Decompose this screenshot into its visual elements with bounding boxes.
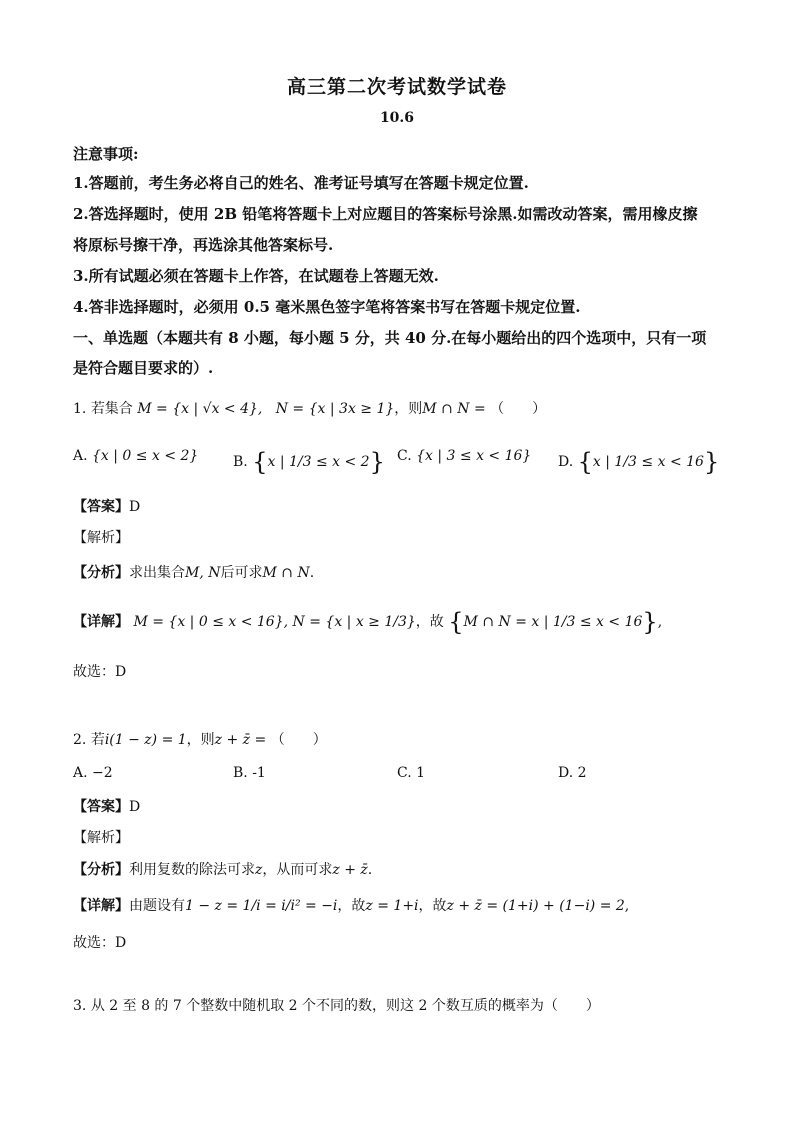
q1-then: ，则	[394, 401, 423, 417]
q2-detail-so: ，故	[337, 898, 366, 914]
q2-answer-label: 【答案】	[73, 799, 129, 815]
notice-item-1: 1.答题前，考生务必将自己的姓名、准考证号填写在答题卡规定位置.	[73, 174, 529, 192]
q2-detail-so2: ，故	[418, 898, 447, 914]
q2-then: ，则	[186, 732, 215, 748]
q2-detail-label: 【详解】	[73, 898, 129, 914]
q1-option-d	[558, 448, 719, 476]
q2-fenxi-pre: 利用复数的除法可求	[129, 862, 255, 878]
q1-M-def: M = {x | √x < 4},	[137, 401, 263, 417]
q2-fenxi: 【分析】利用复数的除法可求z，从而可求z + z̄.	[73, 862, 373, 878]
q2-detail-z: z = 1+i	[365, 898, 419, 914]
q1-fenxi-post: 后可求	[220, 565, 263, 581]
page-title: 高三第二次考试数学试卷	[286, 76, 507, 98]
q2-asks: z + z̄ =	[214, 732, 267, 748]
q1-asks: M ∩ N =	[422, 401, 486, 417]
notice-item-4: 4.答非选择题时，必须用 0.5 毫米黑色签字笔将答案书写在答题卡规定位置.	[73, 298, 581, 316]
q1-choose-label: 故选：	[73, 664, 115, 680]
q2-detail-eq: 1 − z = 1/i = i/i² = −i	[185, 898, 338, 914]
q3-stem	[73, 995, 600, 1015]
q1-option-d-value: {x | 1/3 ≤ x < 16}	[577, 448, 720, 476]
q2-choose	[73, 932, 126, 952]
q1-option-c	[397, 448, 531, 464]
q1-fenxi-sets: M, N	[185, 565, 221, 581]
q1-option-b	[233, 448, 385, 476]
q1-option-a-value: {x | 0 ≤ x < 2}	[92, 448, 199, 464]
q2-analysis-label: 【解析】	[73, 830, 129, 846]
q2-fenxi-z: z	[255, 862, 263, 878]
q1-detail-so: ，故	[415, 614, 444, 630]
q1-option-c-label: C.	[397, 448, 412, 464]
q1-choose	[73, 661, 126, 681]
q1-stem	[73, 398, 546, 418]
q1-detail-M: M = {x | 0 ≤ x < 16},	[133, 614, 289, 630]
q2-option-a-value: −2	[92, 765, 113, 781]
q2-option-c-value: 1	[416, 765, 426, 781]
q2-paren: （ ）	[270, 732, 327, 748]
q1-option-a	[73, 448, 198, 464]
q1-option-d-label: D.	[558, 454, 574, 470]
q2-stem	[73, 729, 327, 749]
q1-option-b-text: x | 1/3 ≤ x < 2	[267, 454, 370, 470]
q2-choose-value: D	[115, 935, 127, 951]
q1-option-c-value: {x | 3 ≤ x < 16}	[416, 448, 532, 464]
q2-fenxi-label: 【分析】	[73, 862, 129, 878]
q2-fenxi-mid: ，从而可求	[262, 862, 333, 878]
q1-fenxi: 【分析】求出集合M, N后可求M ∩ N.	[73, 565, 315, 581]
q1-option-a-label: A.	[73, 448, 88, 464]
q2-option-a-label: A.	[73, 765, 88, 781]
q1-answer-label: 【答案】	[73, 499, 129, 515]
q2-text: 若	[90, 732, 105, 748]
notice-item-2-cont: 将原标号擦干净，再选涂其他答案标号.	[73, 236, 334, 254]
q1-option-b-label: B.	[233, 454, 248, 470]
notice-heading: 注意事项:	[73, 145, 139, 163]
q2-condition: i(1 − z) = 1	[104, 732, 187, 748]
q2-option-c	[397, 765, 425, 781]
q2-option-a	[73, 765, 113, 781]
q1-option-b-value: {x | 1/3 ≤ x < 2}	[252, 448, 385, 476]
q1-fenxi-label: 【分析】	[73, 565, 129, 581]
q2-answer	[73, 796, 140, 816]
q2-option-b-label: B.	[233, 765, 248, 781]
section-heading-line1: 一、单选题（本题共有 8 小题，每小题 5 分，共 40 分.在每小题给出的四个选项中，只有一项	[73, 329, 707, 347]
q2-detail-pre: 由题设有	[129, 898, 185, 914]
q2-detail: 【详解】由题设有1 − z = 1/i = i/i² = −i，故z = 1+i，故z + z̄ = (1+i) + (1−i) = 2,	[73, 898, 630, 914]
q1-detail: 【详解】 M = {x | 0 ≤ x < 16}, N = {x | x ≥ 1/3}，故 {M ∩ N = x | 1/3 ≤ x < 16},	[73, 608, 663, 636]
q1-answer-value: D	[129, 499, 141, 515]
q1-detail-label: 【详解】	[73, 614, 129, 630]
q1-detail-result: {M ∩ N = x | 1/3 ≤ x < 16}	[448, 608, 658, 636]
q1-detail-N: N = {x | x ≥ 1/3}	[292, 614, 416, 630]
q1-option-d-text: x | 1/3 ≤ x < 16	[592, 454, 704, 470]
q1-number: 1.	[73, 401, 87, 417]
q1-choose-value: D	[115, 664, 127, 680]
q2-option-d-value: 2	[577, 765, 587, 781]
q1-N-def: N = {x | 3x ≥ 1}	[275, 401, 395, 417]
q2-choose-label: 故选：	[73, 935, 115, 951]
q2-number: 2.	[73, 732, 87, 748]
q3-text: 从 2 至 8 的 7 个整数中随机取 2 个不同的数，则这 2 个数互质的概率为（ ）	[90, 998, 600, 1014]
section-heading-line2: 是符合题目要求的）.	[73, 359, 214, 377]
q1-fenxi-pre: 求出集合	[129, 565, 185, 581]
notice-item-2: 2.答选择题时，使用 2B 铅笔将答题卡上对应题目的答案标号涂黑.如需改动答案，需用橡皮擦	[73, 205, 698, 223]
q3-number: 3.	[73, 998, 87, 1014]
q1-text: 若集合	[90, 401, 133, 417]
q2-option-b-value: -1	[252, 765, 266, 781]
q1-detail-result-text: M ∩ N = x | 1/3 ≤ x < 16	[463, 614, 643, 630]
notice-item-3: 3.所有试题必须在答题卡上作答，在试题卷上答题无效.	[73, 267, 439, 285]
q2-option-d-label: D.	[558, 765, 574, 781]
q1-analysis-label: 【解析】	[73, 530, 129, 546]
q2-answer-value: D	[129, 799, 141, 815]
q2-option-c-label: C.	[397, 765, 412, 781]
q1-fenxi-expr: M ∩ N	[262, 565, 310, 581]
q2-option-b	[233, 765, 266, 781]
q1-answer	[73, 496, 140, 516]
exam-date: 10.6	[379, 110, 415, 126]
q1-paren: （ ）	[490, 401, 547, 417]
q2-option-d	[558, 765, 587, 781]
q2-fenxi-expr: z + z̄	[332, 862, 368, 878]
q2-detail-sum: z + z̄ = (1+i) + (1−i) = 2	[446, 898, 625, 914]
